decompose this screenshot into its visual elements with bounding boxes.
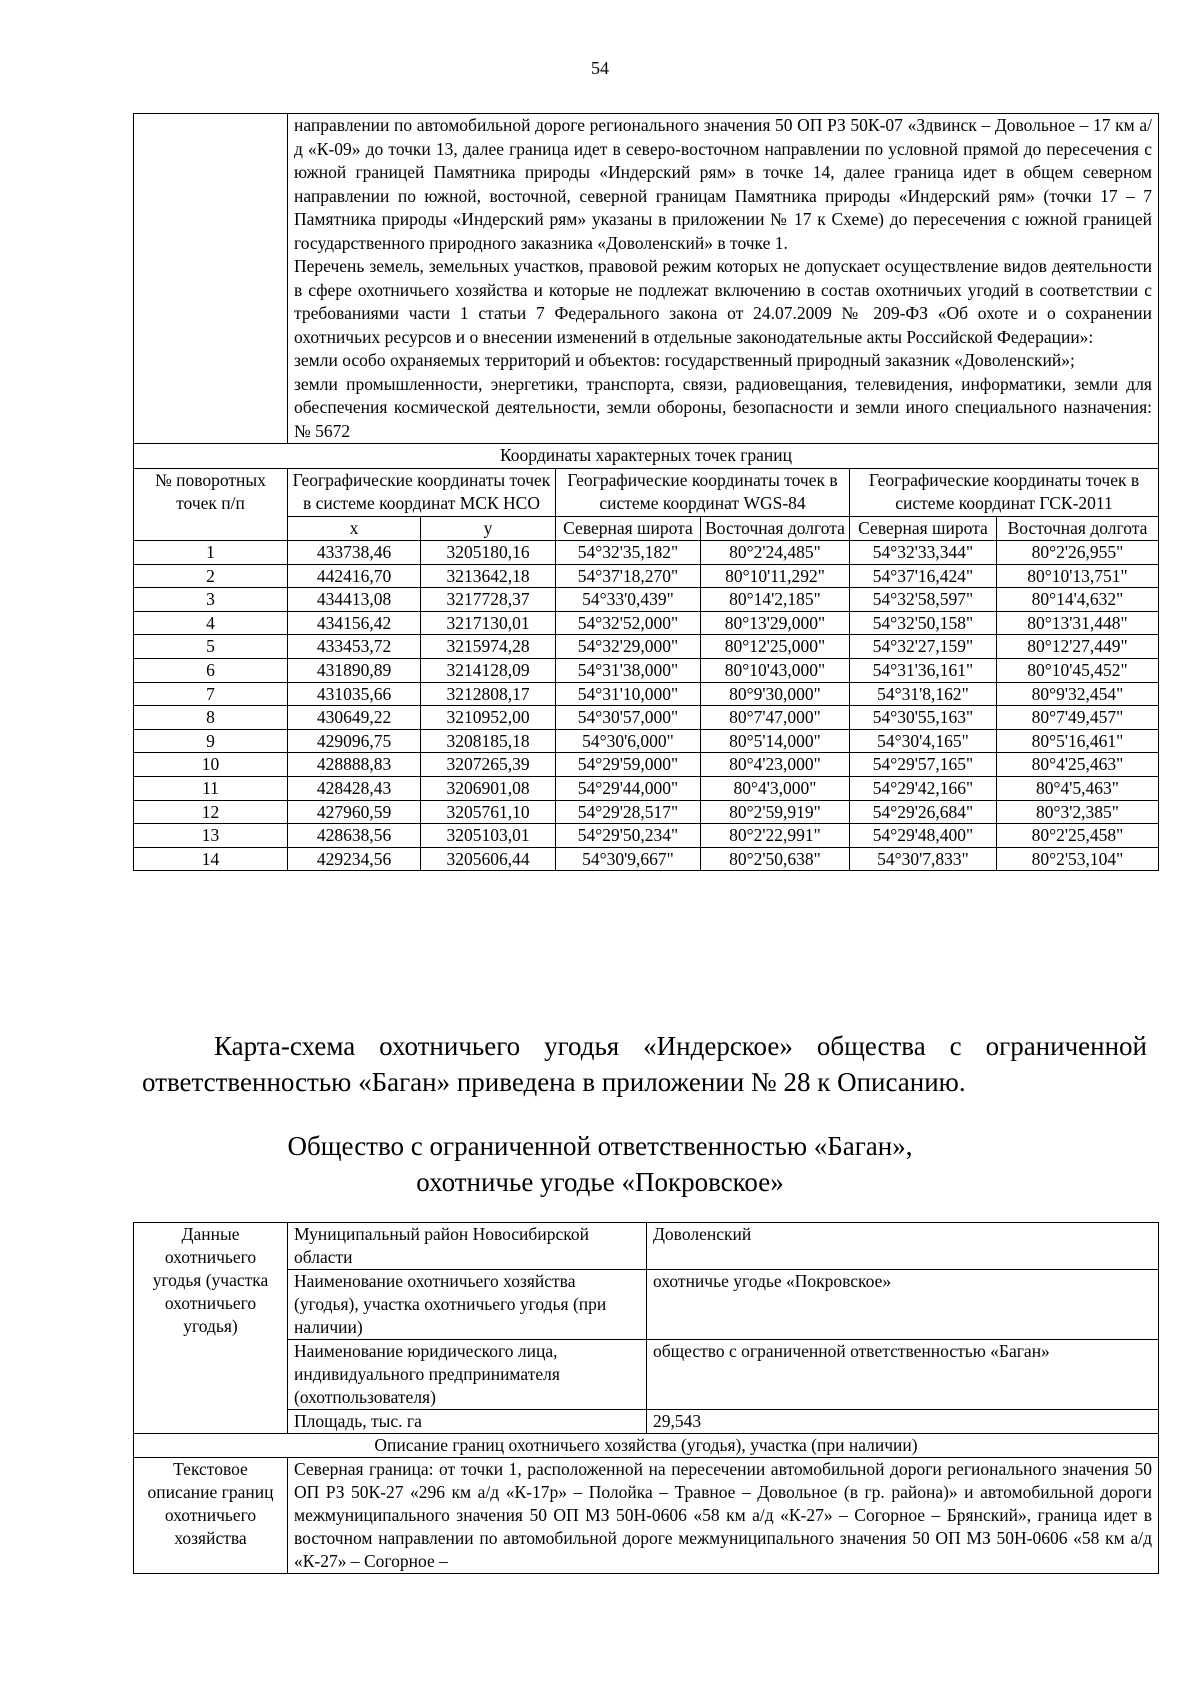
subheader-gsk-lat: Северная широта	[850, 516, 997, 541]
gsk-lat-cell: 54°29'57,165"	[850, 753, 997, 777]
empty-label-cell	[134, 114, 288, 444]
wgs-lat-cell: 54°30'9,667"	[556, 847, 701, 871]
subheader-x: x	[288, 516, 421, 541]
gsk-lon-cell: 80°2'25,458"	[997, 824, 1159, 848]
gsk-lat-cell: 54°31'8,162"	[850, 682, 997, 706]
wgs-lon-cell: 80°2'50,638"	[701, 847, 850, 871]
msk-x-cell: 429096,75	[288, 729, 421, 753]
msk-y-cell: 3205103,01	[421, 824, 556, 848]
msk-y-cell: 3205761,10	[421, 800, 556, 824]
coords-section-title: Координаты характерных точек границ	[134, 444, 1159, 469]
gsk-lat-cell: 54°32'27,159"	[850, 635, 997, 659]
gsk-lon-cell: 80°2'26,955"	[997, 541, 1159, 565]
gsk-lon-cell: 80°9'32,454"	[997, 682, 1159, 706]
wgs-lon-cell: 80°2'59,919"	[701, 800, 850, 824]
msk-x-cell: 428888,83	[288, 753, 421, 777]
wgs-lat-cell: 54°31'38,000"	[556, 658, 701, 682]
wgs-lon-cell: 80°13'29,000"	[701, 611, 850, 635]
point-number-cell: 10	[134, 753, 288, 777]
msk-y-cell: 3214128,09	[421, 658, 556, 682]
gsk-lon-cell: 80°3'2,385"	[997, 800, 1159, 824]
msk-y-cell: 3212808,17	[421, 682, 556, 706]
hunting-ground-info-table	[133, 1222, 1159, 1574]
gsk-lat-cell: 54°30'55,163"	[850, 706, 997, 730]
info-label: Площадь, тыс. га	[288, 1410, 647, 1434]
info-label: Муниципальный район Новосибирской области	[288, 1223, 647, 1270]
msk-x-cell: 442416,70	[288, 564, 421, 588]
point-number-cell: 2	[134, 564, 288, 588]
msk-y-cell: 3208185,18	[421, 729, 556, 753]
msk-x-cell: 434156,42	[288, 611, 421, 635]
point-number-cell: 5	[134, 635, 288, 659]
wgs-lon-cell: 80°12'25,000"	[701, 635, 850, 659]
msk-y-cell: 3217728,37	[421, 588, 556, 612]
coordinate-row	[134, 847, 1159, 871]
wgs-lat-cell: 54°30'6,000"	[556, 729, 701, 753]
msk-x-cell: 433738,46	[288, 541, 421, 565]
wgs-lon-cell: 80°7'47,000"	[701, 706, 850, 730]
point-number-cell: 6	[134, 658, 288, 682]
wgs-lon-cell: 80°14'2,185"	[701, 588, 850, 612]
info-value: охотничье угодье «Покровское»	[647, 1270, 1159, 1340]
text-description-label: Текстовое описание границ охотничьего хозяйства	[134, 1458, 288, 1574]
wgs-lat-cell: 54°32'52,000"	[556, 611, 701, 635]
land-list-item: земли особо охраняемых территорий и объектов: государственный природный заказник «Доволенский»;	[294, 350, 1075, 370]
point-number-cell: 8	[134, 706, 288, 730]
subheader-gsk-lon: Восточная долгота	[997, 516, 1159, 541]
gsk-lon-cell: 80°4'5,463"	[997, 776, 1159, 800]
info-label: Наименование охотничьего хозяйства (угодья), участка охотничьего угодья (при наличии)	[288, 1270, 647, 1340]
gsk-lon-cell: 80°14'4,632"	[997, 588, 1159, 612]
subheader-wgs-lon: Восточная долгота	[701, 516, 850, 541]
gsk-lon-cell: 80°4'25,463"	[997, 753, 1159, 777]
wgs-lat-cell: 54°33'0,439"	[556, 588, 701, 612]
info-value: общество с ограниченной ответственностью «Баган»	[647, 1340, 1159, 1410]
gsk-lon-cell: 80°7'49,457"	[997, 706, 1159, 730]
msk-y-cell: 3210952,00	[421, 706, 556, 730]
coordinate-row	[134, 588, 1159, 612]
coordinate-rows	[134, 541, 1159, 871]
msk-x-cell: 427960,59	[288, 800, 421, 824]
gsk-lon-cell: 80°2'53,104"	[997, 847, 1159, 871]
text-description-value: Северная граница: от точки 1, расположенной на пересечении автомобильной дороги регионального значения 50 ОП РЗ 50К-27 «296 км а/д «К-17р» – Полойка – Травное – Довольное (в гр. района)» и автомобильной дороги межмуниципального значения 50 ОП МЗ 50Н-0606 «58 км а/д «К-27» – Согорное – Брянский», граница идет в восточном направлении по автомобильной дороге межмуниципального значения 50 ОП МЗ 50Н-0606 «58 км а/д «К-27» – Согорное –	[288, 1458, 1159, 1574]
gsk-lat-cell: 54°29'42,166"	[850, 776, 997, 800]
point-number-cell: 3	[134, 588, 288, 612]
msk-y-cell: 3213642,18	[421, 564, 556, 588]
map-scheme-caption: Карта-схема охотничьего угодья «Индерское» общества с ограниченной ответственностью «Баган» приведена в приложении № 28 к Описанию.	[142, 1031, 1147, 1097]
point-number-cell: 12	[134, 800, 288, 824]
coordinate-row	[134, 564, 1159, 588]
col-header-wgs: Географические координаты точек в системе координат WGS-84	[556, 468, 850, 516]
msk-x-cell: 434413,08	[288, 588, 421, 612]
page-number: 54	[591, 58, 609, 78]
msk-y-cell: 3207265,39	[421, 753, 556, 777]
col-header-point-number: № поворотных точек п/п	[134, 468, 288, 541]
coordinate-row	[134, 776, 1159, 800]
col-header-gsk: Географические координаты точек в системе координат ГСК-2011	[850, 468, 1159, 516]
wgs-lat-cell: 54°30'57,000"	[556, 706, 701, 730]
wgs-lat-cell: 54°29'28,517"	[556, 800, 701, 824]
msk-x-cell: 433453,72	[288, 635, 421, 659]
msk-y-cell: 3205180,16	[421, 541, 556, 565]
gsk-lat-cell: 54°29'26,684"	[850, 800, 997, 824]
boundary-paragraph: направлении по автомобильной дороге регионального значения 50 ОП РЗ 50К-07 «Здвинск – Довольное – 17 км а/д «К-09» до точки 13, далее граница идет в северо-восточном направлении по условной прямой до пересечения с южной границей Памятника природы «Индерский рям» в точке 14, далее граница идет в общем северном направлении по южной, восточной, северной границам Памятника природы «Индерский рям» (точки 17 – 7 Памятника природы «Индерский рям» указаны в приложении № 17 к Схеме) до пересечения с южной границей государственного природного заказника «Доволенский» в точке 1.	[294, 115, 1152, 253]
wgs-lat-cell: 54°32'35,182"	[556, 541, 701, 565]
coordinate-row	[134, 541, 1159, 565]
boundary-section-title: Описание границ охотничьего хозяйства (угодья), участка (при наличии)	[134, 1434, 1159, 1458]
coordinate-row	[134, 635, 1159, 659]
heading-line: охотничье угодье «Покровское»	[416, 1167, 784, 1197]
gsk-lat-cell: 54°37'16,424"	[850, 564, 997, 588]
gsk-lat-cell: 54°32'50,158"	[850, 611, 997, 635]
ground-data-label: Данные охотничьего угодья (участка охотничьего угодья)	[134, 1223, 288, 1434]
wgs-lon-cell: 80°10'43,000"	[701, 658, 850, 682]
point-number-cell: 4	[134, 611, 288, 635]
heading-line: Общество с ограниченной ответственностью «Баган»,	[287, 1131, 913, 1161]
wgs-lat-cell: 54°29'50,234"	[556, 824, 701, 848]
coordinate-row	[134, 753, 1159, 777]
msk-y-cell: 3205606,44	[421, 847, 556, 871]
gsk-lat-cell: 54°29'48,400"	[850, 824, 997, 848]
boundary-coordinates-table	[133, 113, 1159, 871]
msk-x-cell: 428638,56	[288, 824, 421, 848]
point-number-cell: 13	[134, 824, 288, 848]
wgs-lat-cell: 54°31'10,000"	[556, 682, 701, 706]
msk-x-cell: 429234,56	[288, 847, 421, 871]
wgs-lon-cell: 80°10'11,292"	[701, 564, 850, 588]
gsk-lon-cell: 80°10'13,751"	[997, 564, 1159, 588]
info-value: Доволенский	[647, 1223, 1159, 1270]
section-heading	[0, 1128, 1200, 1200]
gsk-lon-cell: 80°13'31,448"	[997, 611, 1159, 635]
coordinate-row	[134, 658, 1159, 682]
gsk-lat-cell: 54°30'7,833"	[850, 847, 997, 871]
wgs-lat-cell: 54°29'59,000"	[556, 753, 701, 777]
subheader-wgs-lat: Северная широта	[556, 516, 701, 541]
point-number-cell: 1	[134, 541, 288, 565]
info-value: 29,543	[647, 1410, 1159, 1434]
coordinate-row	[134, 611, 1159, 635]
coordinate-row	[134, 682, 1159, 706]
coordinate-row	[134, 824, 1159, 848]
wgs-lat-cell: 54°37'18,270"	[556, 564, 701, 588]
wgs-lon-cell: 80°4'3,000"	[701, 776, 850, 800]
gsk-lat-cell: 54°32'58,597"	[850, 588, 997, 612]
wgs-lon-cell: 80°5'14,000"	[701, 729, 850, 753]
wgs-lon-cell: 80°2'24,485"	[701, 541, 850, 565]
land-list-item: земли промышленности, энергетики, транспорта, связи, радиовещания, телевидения, информатики, земли для обеспечения космической деятельности, земли обороны, безопасности и земли иного специального назначения: № 5672	[294, 373, 1152, 441]
wgs-lon-cell: 80°9'30,000"	[701, 682, 850, 706]
msk-x-cell: 428428,43	[288, 776, 421, 800]
gsk-lat-cell: 54°31'36,161"	[850, 658, 997, 682]
point-number-cell: 9	[134, 729, 288, 753]
subheader-y: y	[421, 516, 556, 541]
gsk-lon-cell: 80°12'27,449"	[997, 635, 1159, 659]
coordinate-row	[134, 729, 1159, 753]
boundary-description-cell	[288, 114, 1159, 444]
gsk-lat-cell: 54°32'33,344"	[850, 541, 997, 565]
col-header-msk: Географические координаты точек в системе координат МСК НСО	[288, 468, 556, 516]
info-label: Наименование юридического лица, индивидуального предпринимателя (охотпользователя)	[288, 1340, 647, 1410]
point-number-cell: 7	[134, 682, 288, 706]
msk-x-cell: 430649,22	[288, 706, 421, 730]
coordinate-row	[134, 800, 1159, 824]
gsk-lat-cell: 54°30'4,165"	[850, 729, 997, 753]
point-number-cell: 11	[134, 776, 288, 800]
msk-x-cell: 431035,66	[288, 682, 421, 706]
land-list-intro: Перечень земель, земельных участков, правовой режим которых не допускает осуществление видов деятельности в сфере охотничьего хозяйства и которые не подлежат включению в состав охотничьих угодий в соответствии с требованиями части 1 статьи 7 Федерального закона от 24.07.2009 № 209-ФЗ «Об охоте и о сохранении охотничьих ресурсов и о внесении изменений в отдельные законодательные акты Российской Федерации»:	[294, 256, 1152, 347]
wgs-lat-cell: 54°29'44,000"	[556, 776, 701, 800]
gsk-lon-cell: 80°10'45,452"	[997, 658, 1159, 682]
msk-y-cell: 3217130,01	[421, 611, 556, 635]
wgs-lat-cell: 54°32'29,000"	[556, 635, 701, 659]
wgs-lon-cell: 80°4'23,000"	[701, 753, 850, 777]
coordinate-row	[134, 706, 1159, 730]
point-number-cell: 14	[134, 847, 288, 871]
msk-x-cell: 431890,89	[288, 658, 421, 682]
wgs-lon-cell: 80°2'22,991"	[701, 824, 850, 848]
msk-y-cell: 3215974,28	[421, 635, 556, 659]
msk-y-cell: 3206901,08	[421, 776, 556, 800]
gsk-lon-cell: 80°5'16,461"	[997, 729, 1159, 753]
